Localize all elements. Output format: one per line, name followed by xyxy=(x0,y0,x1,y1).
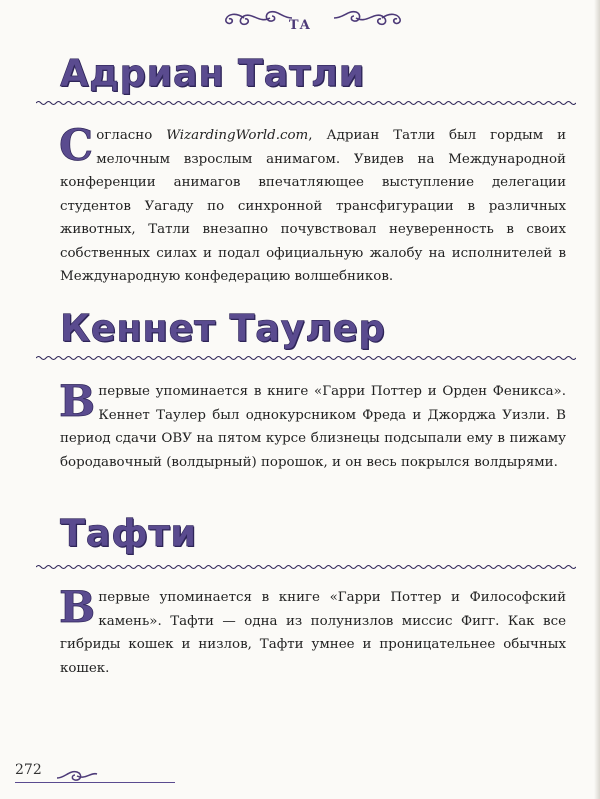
entry-title: Адриан Татли xyxy=(60,52,366,95)
entry-paragraph xyxy=(59,583,566,680)
section-letters: ТА xyxy=(288,18,312,33)
entry-title-block-2 xyxy=(58,306,568,352)
page-edge xyxy=(594,0,600,799)
right-flourish-icon xyxy=(332,6,404,30)
entry-title: Кеннет Таулер xyxy=(60,307,386,350)
dropcap: С xyxy=(59,121,94,171)
header-ornament xyxy=(0,2,600,36)
title-rule xyxy=(36,355,576,361)
footer-flourish-icon xyxy=(55,764,101,784)
entry-paragraph xyxy=(59,121,567,289)
title-rule xyxy=(36,100,576,106)
entry-title-block-3 xyxy=(58,511,568,557)
footer-rule xyxy=(15,782,175,783)
entry-paragraph xyxy=(59,377,566,474)
entry-title-block-1 xyxy=(58,51,568,97)
dropcap: В xyxy=(59,377,96,427)
page-number: 272 xyxy=(15,762,42,778)
entry-title: Тафти xyxy=(60,512,197,555)
title-rule xyxy=(36,564,576,570)
paragraph-text: , Адриан Татли был гордым и мелочным взрослым анимагом. Увидев на Международной конференции анимагов впечатляющее выступление делегации студентов Уагаду по синхронной трансфигурации в различных животных, Татли внезапно почувствовал неуверенность в своих собственных силах и подал официальную жалобу на исполнителей в Международную конфедерацию волшебников. xyxy=(60,128,567,284)
footer xyxy=(15,762,215,788)
dropcap: В xyxy=(59,583,96,633)
paragraph-text: огласно xyxy=(96,128,167,143)
paragraph-text: первые упоминается в книге «Гарри Поттер и Философский камень». Тафти — одна из полунизлов миссис Фигг. Как все гибриды кошек и низлов, Тафти умнее и проницательнее обычных кошек. xyxy=(60,590,566,676)
website-reference: WizardingWorld.com xyxy=(166,128,309,143)
paragraph-text: первые упоминается в книге «Гарри Поттер и Орден Феникса». Кеннет Таулер был однокурсником Фреда и Джорджа Уизли. В период сдачи ОВУ на пятом курсе близнецы подсыпали ему в пижаму бородавочный (волдырный) порошок, и он весь покрылся волдырями. xyxy=(60,384,566,470)
